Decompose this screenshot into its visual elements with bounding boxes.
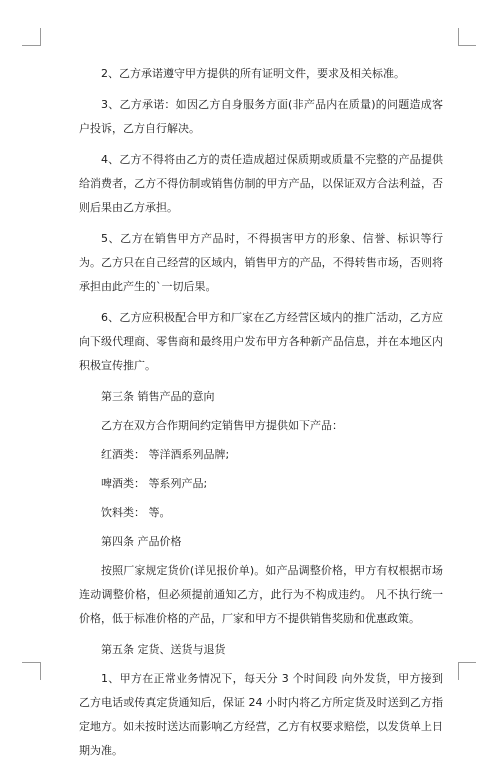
crop-mark-top-left [40, 28, 41, 46]
crop-mark-top-right [458, 28, 459, 46]
paragraph-pricing: 按照厂家规定货价(详见报价单)。如产品调整价格，甲方有权根据市场连动调整价格，但必须提前通知乙方，此行为不构成违约。 凡不执行统一价格，低于标准价格的产品，厂家和甲方不提供销售奖励和优惠政策。 [79, 564, 443, 625]
list-item-beverage: 饮料类： 等。 [101, 506, 171, 519]
clause-3: 3、乙方承诺：如因乙方自身服务方面(非产品内在质量)的问题造成客户投诉，乙方自行解决。 [79, 98, 443, 135]
crop-mark-bottom-right [458, 662, 459, 680]
section-heading-5: 第五条 定货、送货与退货 [101, 643, 226, 656]
clause-5: 5、乙方在销售甲方产品时，不得损害甲方的形象、信誉、标识等行为。乙方只在自己经营的区域内，销售甲方的产品，不得转售市场，否则将承担由此产生的`一切后果。 [79, 232, 443, 293]
clause-4: 4、乙方不得将由乙方的责任造成超过保质期或质量不完整的产品提供给消费者，乙方不得仿制或销售仿制的甲方产品，以保证双方合法利益，否则后果由乙方承担。 [79, 153, 443, 214]
crop-mark-top-left [22, 45, 40, 46]
crop-mark-bottom-left [40, 662, 41, 680]
paragraph-products-intro: 乙方在双方合作期间约定销售甲方提供如下产品： [101, 419, 343, 432]
crop-mark-top-right [458, 45, 476, 46]
list-item-wine: 红酒类： 等洋酒系列品牌; [101, 448, 230, 461]
document-body [79, 62, 443, 763]
clause-delivery-1: 1、甲方在正常业务情况下，每天分 3 个时间段 向外发货，甲方接到乙方电话或传真定货通知后，保证 24 小时内将乙方所定货及时送到乙方指定地方。如未按时送达而影响乙方经营，乙方有权要求赔偿，以发货单上日期为准。 [79, 672, 443, 757]
section-heading-3: 第三条 销售产品的意向 [101, 390, 215, 403]
section-heading-4: 第四条 产品价格 [101, 535, 182, 548]
list-item-beer: 啤酒类： 等系列产品; [101, 477, 208, 490]
crop-mark-bottom-right [458, 662, 476, 663]
crop-mark-bottom-left [22, 662, 40, 663]
clause-2: 2、乙方承诺遵守甲方提供的所有证明文件，要求及相关标准。 [101, 67, 405, 80]
clause-6: 6、乙方应积极配合甲方和厂家在乙方经营区域内的推广活动，乙方应向下级代理商、零售商和最终用户发布甲方各种新产品信息，并在本地区内积极宣传推广。 [79, 311, 443, 372]
